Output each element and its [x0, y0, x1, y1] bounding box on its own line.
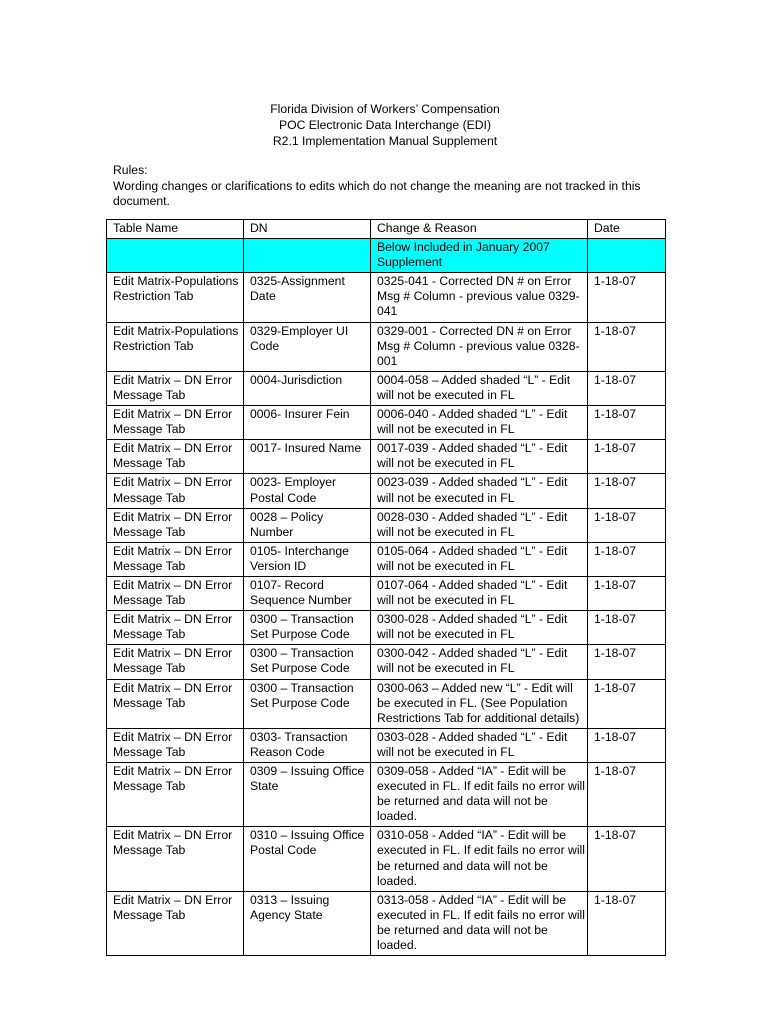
date-cell: 1-18-07 [588, 827, 666, 891]
table-header-row [107, 220, 666, 239]
date-cell: 1-18-07 [588, 679, 666, 728]
change-reason-cell: 0004-058 – Added shaded “L” - Edit will not be executed in FL [371, 371, 588, 405]
rules-title: Rules: [113, 163, 148, 177]
table-name-cell: Edit Matrix – DN Error Message Tab [107, 645, 244, 679]
table-row [107, 728, 666, 762]
table-name-cell: Edit Matrix – DN Error Message Tab [107, 728, 244, 762]
change-reason-cell: 0006-040 - Added shaded “L” - Edit will not be executed in FL [371, 406, 588, 440]
table-row [107, 371, 666, 405]
date-cell: 1-18-07 [588, 576, 666, 610]
table-name-cell: Edit Matrix-Populations Restriction Tab [107, 273, 244, 322]
date-cell: 1-18-07 [588, 474, 666, 508]
change-reason-cell: 0329-001 - Corrected DN # on Error Msg # Column - previous value 0328-001 [371, 322, 588, 371]
table-name-cell: Edit Matrix – DN Error Message Tab [107, 763, 244, 827]
table-row [107, 273, 666, 322]
dn-cell: 0303- Transaction Reason Code [244, 728, 371, 762]
table-name-cell: Edit Matrix – DN Error Message Tab [107, 891, 244, 955]
table-row [107, 508, 666, 542]
table-name-cell: Edit Matrix-Populations Restriction Tab [107, 322, 244, 371]
date-cell: 1-18-07 [588, 611, 666, 645]
table-row [107, 891, 666, 955]
dn-cell: 0017- Insured Name [244, 440, 371, 474]
change-reason-cell: 0017-039 - Added shaded “L” - Edit will not be executed in FL [371, 440, 588, 474]
header-line-organization: Florida Division of Workers’ Compensation [270, 102, 500, 116]
change-reason-cell: 0310-058 - Added “IA” - Edit will be executed in FL. If edit fails no error will be returned and data will not be loaded. [371, 827, 588, 891]
column-header-dn: DN [244, 220, 371, 239]
section-row-blank-cell [107, 239, 244, 273]
column-header-change-reason: Change & Reason [371, 220, 588, 239]
dn-cell: 0300 – Transaction Set Purpose Code [244, 611, 371, 645]
dn-cell: 0313 – Issuing Agency State [244, 891, 371, 955]
changes-table [106, 219, 666, 956]
table-name-cell: Edit Matrix – DN Error Message Tab [107, 474, 244, 508]
table-row [107, 611, 666, 645]
section-row-blank-cell [588, 239, 666, 273]
change-reason-cell: 0309-058 - Added “IA” - Edit will be executed in FL. If edit fails no error will be returned and data will not be loaded. [371, 763, 588, 827]
change-reason-cell: 0023-039 - Added shaded “L” - Edit will not be executed in FL [371, 474, 588, 508]
change-reason-cell: 0028-030 - Added shaded “L” - Edit will not be executed in FL [371, 508, 588, 542]
table-row [107, 679, 666, 728]
table-row [107, 763, 666, 827]
change-reason-cell: 0105-064 - Added shaded “L” - Edit will not be executed in FL [371, 542, 588, 576]
header-line-document-title: R2.1 Implementation Manual Supplement [272, 134, 498, 148]
dn-cell: 0310 – Issuing Office Postal Code [244, 827, 371, 891]
table-name-cell: Edit Matrix – DN Error Message Tab [107, 508, 244, 542]
table-name-cell: Edit Matrix – DN Error Message Tab [107, 679, 244, 728]
dn-cell: 0023- Employer Postal Code [244, 474, 371, 508]
date-cell: 1-18-07 [588, 763, 666, 827]
rules-text: Wording changes or clarifications to edits which do not change the meaning are not tracked in this document. [113, 178, 641, 208]
table-row [107, 542, 666, 576]
dn-cell: 0309 – Issuing Office State [244, 763, 371, 827]
date-cell: 1-18-07 [588, 728, 666, 762]
date-cell: 1-18-07 [588, 406, 666, 440]
table-row [107, 406, 666, 440]
dn-cell: 0004-Jurisdiction [244, 371, 371, 405]
dn-cell: 0325-Assignment Date [244, 273, 371, 322]
dn-cell: 0300 – Transaction Set Purpose Code [244, 679, 371, 728]
dn-cell: 0329-Employer UI Code [244, 322, 371, 371]
dn-cell: 0028 – Policy Number [244, 508, 371, 542]
table-row [107, 827, 666, 891]
column-header-table-name: Table Name [107, 220, 244, 239]
date-cell: 1-18-07 [588, 645, 666, 679]
table-name-cell: Edit Matrix – DN Error Message Tab [107, 371, 244, 405]
table-name-cell: Edit Matrix – DN Error Message Tab [107, 406, 244, 440]
table-row [107, 322, 666, 371]
dn-cell: 0107- Record Sequence Number [244, 576, 371, 610]
change-reason-cell: 0107-064 - Added shaded “L” - Edit will not be executed in FL [371, 576, 588, 610]
table-name-cell: Edit Matrix – DN Error Message Tab [107, 611, 244, 645]
dn-cell: 0006- Insurer Fein [244, 406, 371, 440]
change-reason-cell: 0313-058 - Added “IA” - Edit will be executed in FL. If edit fails no error will be returned and data will not be loaded. [371, 891, 588, 955]
table-name-cell: Edit Matrix – DN Error Message Tab [107, 827, 244, 891]
table-row [107, 645, 666, 679]
date-cell: 1-18-07 [588, 542, 666, 576]
change-reason-cell: 0325-041 - Corrected DN # on Error Msg # Column - previous value 0329-041 [371, 273, 588, 322]
table-name-cell: Edit Matrix – DN Error Message Tab [107, 576, 244, 610]
change-reason-cell: 0300-063 – Added new “L” - Edit will be executed in FL. (See Population Restrictions Tab for additional details) [371, 679, 588, 728]
section-row-blank-cell [244, 239, 371, 273]
change-reason-cell: 0300-042 - Added shaded “L” - Edit will not be executed in FL [371, 645, 588, 679]
date-cell: 1-18-07 [588, 508, 666, 542]
dn-cell: 0300 – Transaction Set Purpose Code [244, 645, 371, 679]
date-cell: 1-18-07 [588, 371, 666, 405]
table-row [107, 474, 666, 508]
table-row [107, 576, 666, 610]
table-name-cell: Edit Matrix – DN Error Message Tab [107, 440, 244, 474]
table-row [107, 440, 666, 474]
date-cell: 1-18-07 [588, 273, 666, 322]
column-header-date: Date [588, 220, 666, 239]
date-cell: 1-18-07 [588, 891, 666, 955]
rules-section [113, 163, 653, 210]
change-reason-cell: 0303-028 - Added shaded “L” - Edit will not be executed in FL [371, 728, 588, 762]
date-cell: 1-18-07 [588, 322, 666, 371]
header-line-program: POC Electronic Data Interchange (EDI) [278, 118, 491, 132]
table-name-cell: Edit Matrix – DN Error Message Tab [107, 542, 244, 576]
section-row [107, 239, 666, 273]
section-label: Below Included in January 2007 Supplement [371, 239, 588, 273]
date-cell: 1-18-07 [588, 440, 666, 474]
change-reason-cell: 0300-028 - Added shaded “L” - Edit will not be executed in FL [371, 611, 588, 645]
dn-cell: 0105- Interchange Version ID [244, 542, 371, 576]
document-header [0, 101, 770, 149]
